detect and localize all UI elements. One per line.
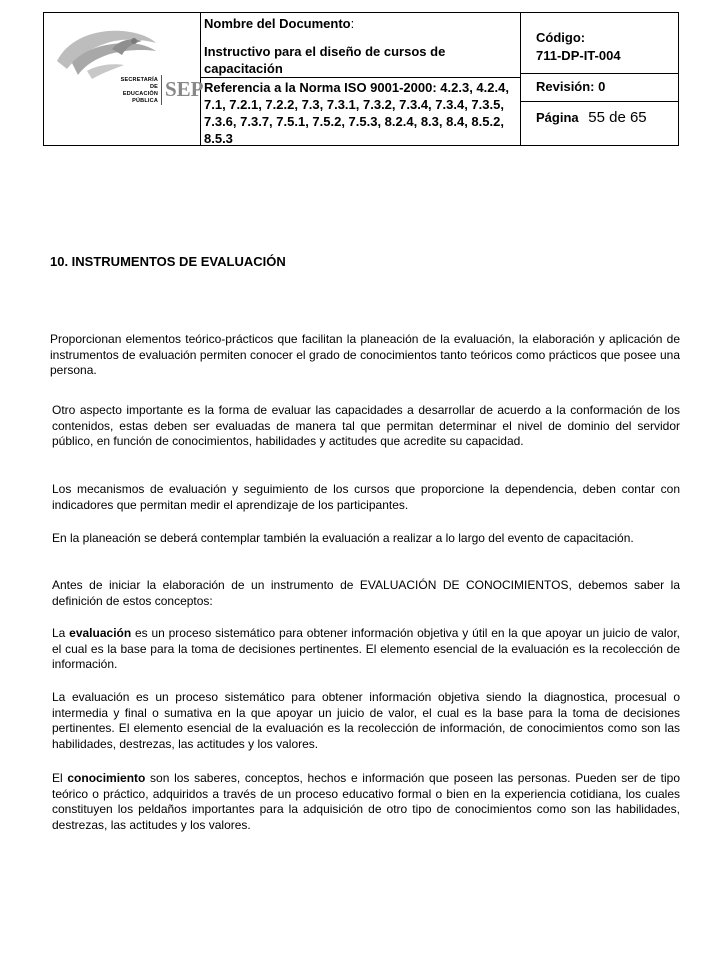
- document-header: [43, 12, 679, 146]
- code-cell: [520, 13, 678, 145]
- paragraph-2: Los mecanismos de evaluación y seguimiento de los cursos que proporcione la dependencia, deben contar con indicadores que permitan medir el aprendizaje de los participantes.: [52, 482, 680, 512]
- logo-cell: [44, 13, 204, 145]
- logo-text: SECRETARÍA DE EDUCACIÓN PÚBLICA: [120, 77, 158, 104]
- paragraph-3: En la planeación se deberá contemplar también la evaluación a realizar a lo largo del evento de capacitación.: [52, 531, 634, 545]
- page-number: Página 55 de 65: [536, 109, 647, 126]
- title-cell: [200, 13, 521, 145]
- paragraph-4: Antes de iniciar la elaboración de un instrumento de EVALUACIÓN DE CONOCIMIENTOS, debemos saber la definición de estos conceptos:: [52, 578, 680, 608]
- paragraph-6: La evaluación es un proceso sistemático para obtener información objetiva siendo la diagnostica, procesual o intermedia y final o sumativa en la que apoyar un juicio de valor, el cual es la base para la toma de decisiones pertinentes. El elemento esencial de la evaluación es la recolección de información, de conocimientos como son las habilidades, destrezas, las actitudes y los valores.: [52, 690, 680, 751]
- logo-mark: SEP: [165, 77, 204, 101]
- paragraph-5: La evaluación es un proceso sistemático para obtener información objetiva y útil en la que apoyar un juicio de valor, el cual es la base para la toma de decisiones pertinentes. El elemento esencial de la evaluación es la recolección de información.: [52, 626, 680, 671]
- sep-eagle-logo-icon: [52, 21, 162, 81]
- doc-title: Instructivo para el diseño de cursos de capacitación: [204, 44, 446, 76]
- logo-separator: [161, 75, 162, 105]
- doc-name-label: Nombre del Documento:: [204, 16, 355, 31]
- iso-reference: Referencia a la Norma ISO 9001-2000: 4.2.3, 4.2.4, 7.1, 7.2.1, 7.2.2, 7.3, 7.3.1, 7.3.2, 7.3.4, 7.3.4, 7.3.5, 7.3.6, 7.3.7, 7.5.1, 7.5.2, 7.5.3, 8.2.4, 8.3, 8.4, 8.5.2, 8.5.3: [204, 80, 509, 146]
- code-value: 711-DP-IT-004: [536, 48, 621, 63]
- code-label: Código:: [536, 30, 586, 45]
- intro-paragraph: Proporcionan elementos teórico-prácticos que facilitan la planeación de la evaluación, la elaboración y aplicación de instrumentos de evaluación permiten conocer el grado de conocimientos tanto teóricos como prácticos que posee una persona.: [50, 332, 680, 377]
- paragraph-7: El conocimiento son los saberes, conceptos, hechos e información que poseen las personas. Pueden ser de tipo teórico o práctico, adquiridos a través de un proceso educativo formal o bien en la experiencia cotidiana, los cuales constituyen los peldaños importantes para la adquisición de otro tipo de conocimientos como son las habilidades, destrezas, las actitudes y los valores.: [52, 771, 680, 832]
- paragraph-1: Otro aspecto importante es la forma de evaluar las capacidades a desarrollar de acuerdo a la conformación de los contenidos, estas deben ser evaluadas de manera tal que permitan determinar el nivel de dominio del servidor público, en función de conocimientos, habilidades y actitudes que acredite su capacidad.: [52, 403, 680, 448]
- revision: Revisión: 0: [536, 79, 606, 94]
- section-title: 10. INSTRUMENTOS DE EVALUACIÓN: [50, 254, 286, 269]
